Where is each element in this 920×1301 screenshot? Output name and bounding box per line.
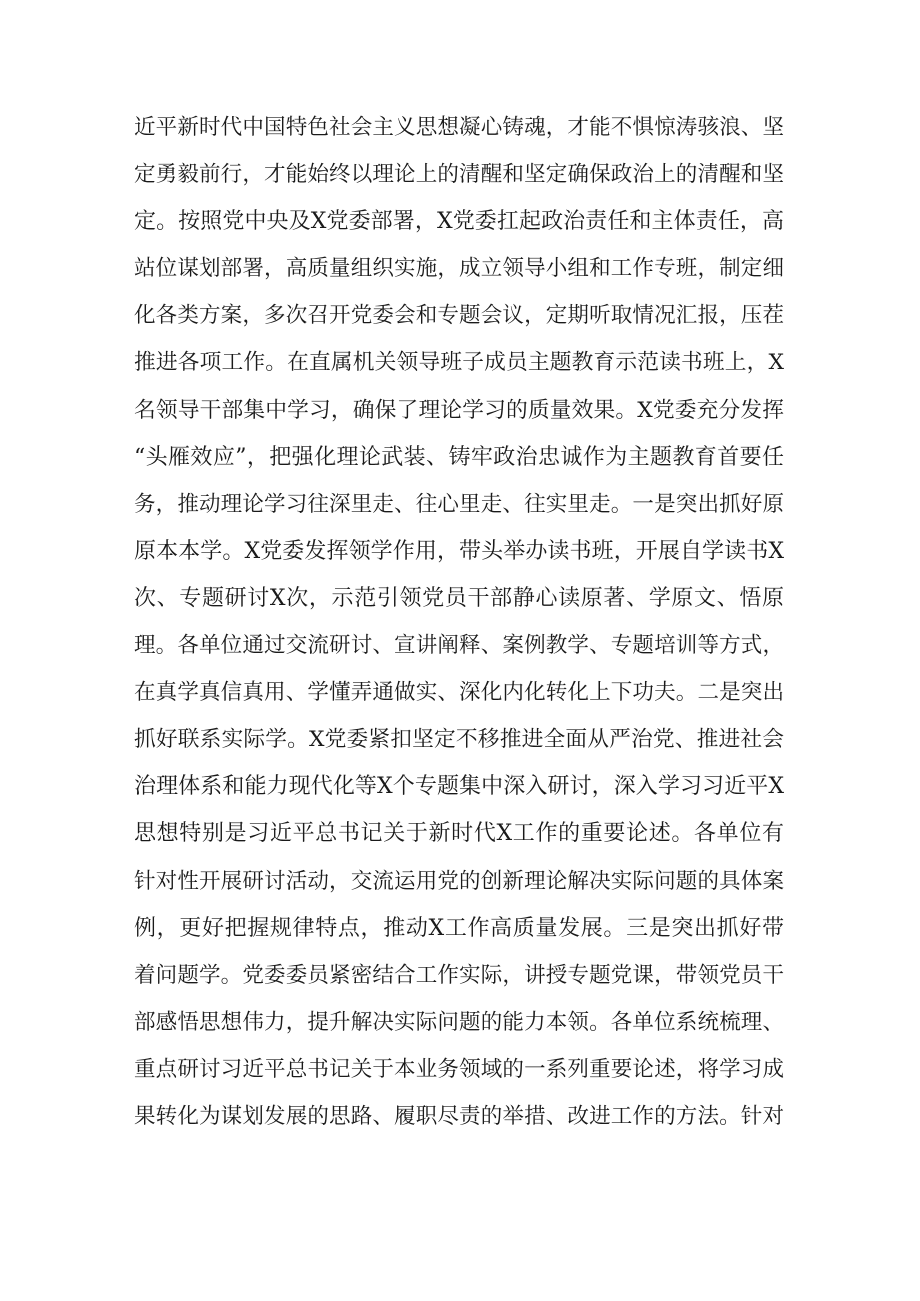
text-line: “头雁效应”，把强化理论武装、铸牢政治忠诚作为主题教育首要任	[134, 444, 784, 470]
text-line: 理。各单位通过交流研讨、宣讲阐释、案例教学、专题培训等方式，	[134, 633, 784, 659]
text-line: 治理体系和能力现代化等X个专题集中深入研讨，深入学习习近平X	[134, 774, 784, 800]
text-line: 着问题学。党委委员紧密结合工作实际，讲授专题党课，带领党员干	[134, 962, 784, 988]
text-line: 部感悟思想伟力，提升解决实际问题的能力本领。各单位系统梳理、	[134, 1009, 784, 1035]
body-paragraph	[134, 104, 784, 1140]
text-line: 例，更好把握规律特点，推动X工作高质量发展。三是突出抓好带	[134, 915, 784, 941]
text-line: 务，推动理论学习往深里走、往心里走、往实里走。一是突出抓好原	[134, 491, 784, 517]
text-line: 定。按照党中央及X党委部署，X党委扛起政治责任和主体责任，高	[134, 209, 784, 235]
text-line: 在真学真信真用、学懂弄通做实、深化内化转化上下功夫。二是突出	[134, 680, 784, 706]
text-line: 针对性开展研讨活动，交流运用党的创新理论解决实际问题的具体案	[134, 868, 784, 894]
text-line: 原本本学。X党委发挥领学作用，带头举办读书班，开展自学读书X	[134, 538, 784, 564]
text-line: 次、专题研讨X次，示范引领党员干部静心读原著、学原文、悟原	[134, 585, 784, 611]
text-line: 化各类方案，多次召开党委会和专题会议，定期听取情况汇报，压茬	[134, 303, 784, 329]
text-line: 重点研讨习近平总书记关于本业务领域的一系列重要论述，将学习成	[134, 1056, 784, 1082]
text-line: 思想特别是习近平总书记关于新时代X工作的重要论述。各单位有	[134, 821, 784, 847]
text-line: 果转化为谋划发展的思路、履职尽责的举措、改进工作的方法。针对	[134, 1103, 784, 1129]
text-line: 抓好联系实际学。X党委紧扣坚定不移推进全面从严治党、推进社会	[134, 727, 784, 753]
text-line: 名领导干部集中学习，确保了理论学习的质量效果。X党委充分发挥	[134, 397, 784, 423]
text-line: 推进各项工作。在直属机关领导班子成员主题教育示范读书班上，X	[134, 350, 784, 376]
text-line: 定勇毅前行，才能始终以理论上的清醒和坚定确保政治上的清醒和坚	[134, 162, 784, 188]
text-line: 近平新时代中国特色社会主义思想凝心铸魂，才能不惧惊涛骇浪、坚	[134, 115, 784, 140]
text-line: 站位谋划部署，高质量组织实施，成立领导小组和工作专班，制定细	[134, 256, 784, 282]
